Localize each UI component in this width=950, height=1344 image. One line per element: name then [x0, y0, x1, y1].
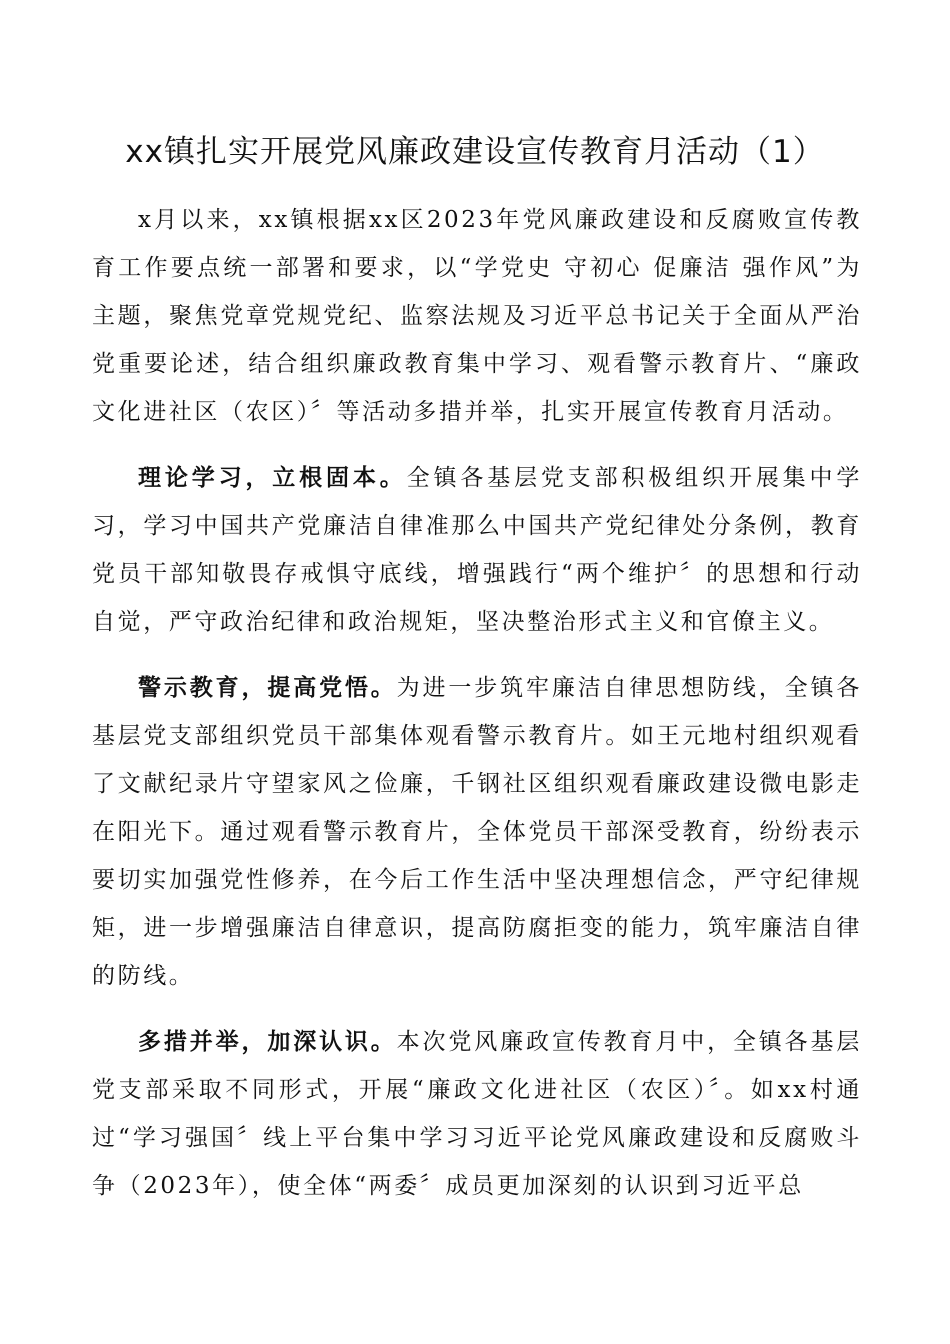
paragraph-text: 本次党风廉政宣传教育月中，全镇各基层党支部采取不同形式，开展“廉政文化进社区（农区）〞。如xx村通过“学习强国〞线上平台集中学习习近平论党风廉政建设和反腐败斗争（2023年），使全体“两委〞成员更加深刻的认识到习近平总 — [92, 1029, 862, 1199]
paragraph-lead: 理论学习，立根固本。 — [138, 464, 407, 491]
paragraph-intro — [92, 196, 862, 436]
document-title: xx镇扎实开展党风廉政建设宣传教育月活动（1） — [125, 134, 825, 170]
paragraph-warning-education — [92, 664, 862, 1000]
document-body — [92, 196, 862, 1228]
paragraph-lead: 多措并举，加深认识。 — [138, 1028, 397, 1055]
paragraph-text: 为进一步筑牢廉洁自律思想防线，全镇各基层党支部组织党员干部集体观看警示教育片。如王元地村组织观看了文献纪录片守望家风之俭廉，千钢社区组织观看廉政建设微电影走在阳光下。通过观看警示教育片，全体党员干部深受教育，纷纷表示要切实加强党性修养，在今后工作生活中坚决理想信念，严守纪律规矩，进一步增强廉洁自律意识，提高防腐拒变的能力，筑牢廉洁自律的防线。 — [92, 675, 862, 989]
paragraph-lead: 警示教育，提高党悟。 — [138, 674, 397, 701]
paragraph-multiple-measures — [92, 1018, 862, 1210]
paragraph-theory-study — [92, 454, 862, 646]
paragraph-text: x月以来，xx镇根据xx区2023年党风廉政建设和反腐败宣传教育工作要点统一部署和要求，以“学党史 守初心 促廉洁 强作风”为主题，聚焦党章党规党纪、监察法规及习近平总书记关于全面从严治党重要论述，结合组织廉政教育集中学习、观看警示教育片、“廉政文化进社区（农区）〞等活动多措并举，扎实开展宣传教育月活动。 — [92, 207, 862, 425]
paragraph-text: 全镇各基层党支部积极组织开展集中学习，学习中国共产党廉洁自律准那么中国共产党纪律处分条例，教育党员干部知敬畏存戒惧守底线，增强践行“两个维护〞的思想和行动自觉，严守政治纪律和政治规矩，坚决整治形式主义和官僚主义。 — [92, 465, 863, 635]
